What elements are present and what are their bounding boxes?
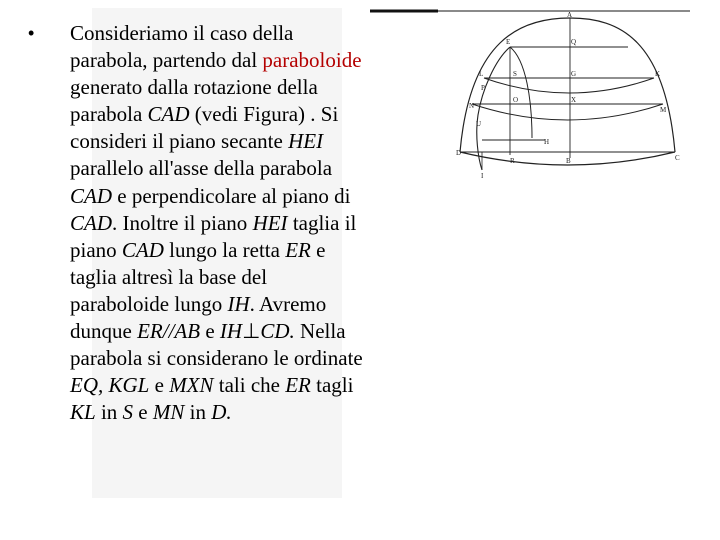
text-run: e: [133, 400, 153, 425]
text-run: e taglia altresì la base del paraboloide lungo: [70, 237, 326, 316]
math-symbol: IH: [227, 291, 250, 316]
text-run: (vedi Figura) . Si consideri il piano secante: [70, 102, 339, 154]
label-B: B: [566, 157, 571, 165]
label-K: K: [655, 70, 661, 78]
math-symbol: MN: [152, 400, 185, 425]
section-curve-E-H: [510, 47, 532, 138]
math-symbol: IH: [219, 319, 243, 344]
math-symbol: S: [122, 400, 134, 425]
text-run: tagli: [310, 373, 354, 398]
term-highlight: paraboloide: [262, 48, 362, 73]
math-symbol: D.: [211, 400, 232, 425]
body-paragraph: [70, 20, 370, 426]
label-A: A: [567, 11, 573, 19]
text-run: in: [95, 400, 123, 425]
text-run: in: [184, 400, 212, 425]
math-symbol: MXN: [169, 373, 214, 398]
ellipse-MN: [472, 104, 663, 120]
text-run: Consideriamo il caso della parabola, partendo dal: [70, 21, 294, 73]
math-symbol: ER: [285, 373, 311, 398]
label-N: N: [469, 102, 475, 110]
text-run: e perpendicolare al piano di: [112, 183, 351, 208]
text-run: . Inoltre il piano: [112, 210, 253, 235]
math-symbol: CAD: [147, 102, 190, 127]
label-X: X: [571, 96, 577, 104]
bullet-point: •: [28, 23, 35, 43]
label-G: G: [571, 70, 577, 78]
math-symbol: ER//AB: [137, 319, 201, 344]
paraboloid-figure: [360, 0, 720, 200]
text-run: generato dalla rotazione della parabola: [70, 75, 318, 127]
label-Q: Q: [571, 38, 577, 46]
parabola-CAD: [460, 18, 675, 152]
label-E: E: [506, 38, 511, 46]
label-H: H: [544, 138, 550, 146]
label-I: I: [481, 172, 484, 180]
math-symbol: HEI: [252, 210, 288, 235]
math-symbol: CAD: [121, 237, 164, 262]
label-L: L: [479, 70, 484, 78]
ellipse-KL: [484, 78, 654, 93]
math-symbol: KGL: [108, 373, 150, 398]
math-symbol: ER: [285, 237, 311, 262]
math-symbol: CAD: [70, 183, 112, 208]
label-S: S: [513, 70, 517, 78]
label-O: O: [513, 96, 519, 104]
text-run: tali che: [213, 373, 286, 398]
text-run: e: [149, 373, 170, 398]
label-D: D: [456, 149, 462, 157]
text-run: lungo la retta: [163, 237, 286, 262]
text-run: taglia il piano: [70, 210, 357, 262]
label-R: R: [510, 157, 515, 165]
math-symbol: EQ,: [70, 373, 104, 398]
math-symbol: KL: [70, 400, 96, 425]
label-P: P: [481, 84, 485, 92]
text-run: ⊥: [242, 319, 261, 344]
text-run: parallelo all'asse della parabola: [70, 156, 333, 181]
math-symbol: HEI: [288, 129, 324, 154]
text-run: e: [200, 319, 220, 344]
math-symbol: CD.: [260, 319, 295, 344]
text-block: [28, 20, 370, 426]
label-M: M: [660, 106, 667, 114]
label-U: U: [476, 120, 482, 128]
math-symbol: CAD: [70, 210, 112, 235]
text-run: . Avremo dunque: [70, 291, 327, 344]
label-C: C: [675, 154, 680, 162]
text-run: Nella parabola si considerano le ordinate: [70, 319, 363, 371]
